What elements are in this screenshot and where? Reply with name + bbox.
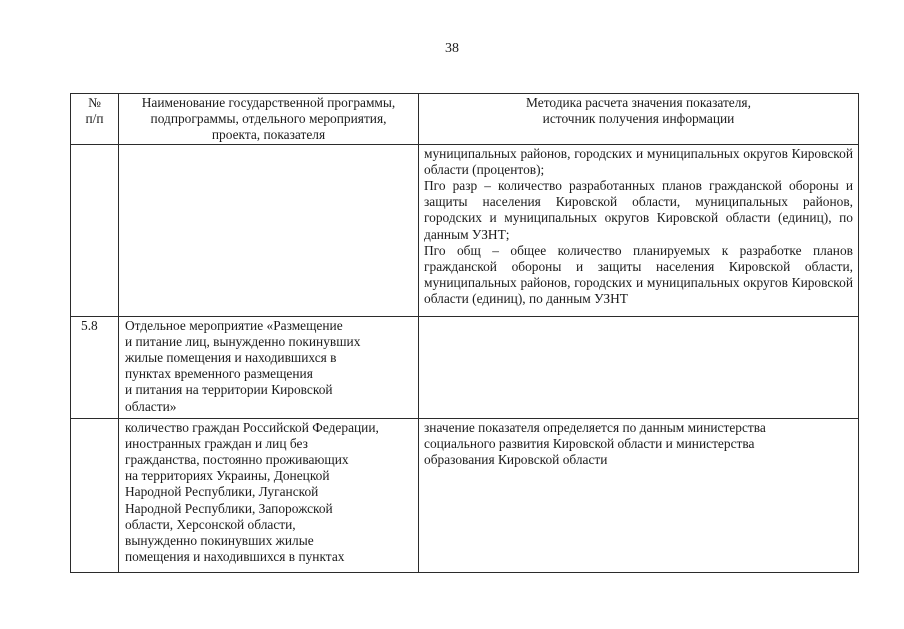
row-number-cell: 5.8: [71, 316, 119, 418]
table-row: [71, 144, 859, 316]
table-row: [71, 316, 859, 418]
page-number: 38: [445, 41, 459, 56]
row-number-cell: [71, 418, 119, 572]
row-method-cell: значение показателя определяется по данным министерства социального развития Кировской области и министерства образования Кировской области: [419, 418, 859, 572]
header-method: Методика расчета значения показателя, источник получения информации: [419, 94, 859, 145]
row-name-cell: Отдельное мероприятие «Размещение и питание лиц, вынужденно покинувших жилые помещения и находившихся в пунктах временного размещения и питания на территории Кировской области»: [119, 316, 419, 418]
row-method-cell: [419, 316, 859, 418]
header-name: Наименование государственной программы, подпрограммы, отдельного мероприятия, проекта, показателя: [119, 94, 419, 145]
table-header-row: [71, 94, 859, 145]
row-number-cell: [71, 144, 119, 316]
table-row: [71, 418, 859, 572]
header-number: № п/п: [71, 94, 119, 145]
row-name-cell: количество граждан Российской Федерации, иностранных граждан и лиц без гражданства, постоянно проживающих на территориях Украины, Донецкой Народной Республики, Луганской Народной Республики, Запорожской области, Херсонской области, вынужденно покинувших жилые помещения и находившихся в пунктах: [119, 418, 419, 572]
indicator-table: [70, 93, 859, 573]
row-method-cell: муниципальных районов, городских и муниципальных округов Кировской области (процентов); Пго разр – количество разработанных планов гражданской обороны и защиты населения Кировской области, муниципальных районов, городских и муниципальных округов Кировской области (единиц), по данным УЗНТ; Пго общ – общее количество планируемых к разработке планов гражданской обороны и защиты населения Кировской области, муниципальных районов, городских и муниципальных округов Кировской области (единиц), по данным УЗНТ: [419, 144, 859, 316]
row-name-cell: [119, 144, 419, 316]
